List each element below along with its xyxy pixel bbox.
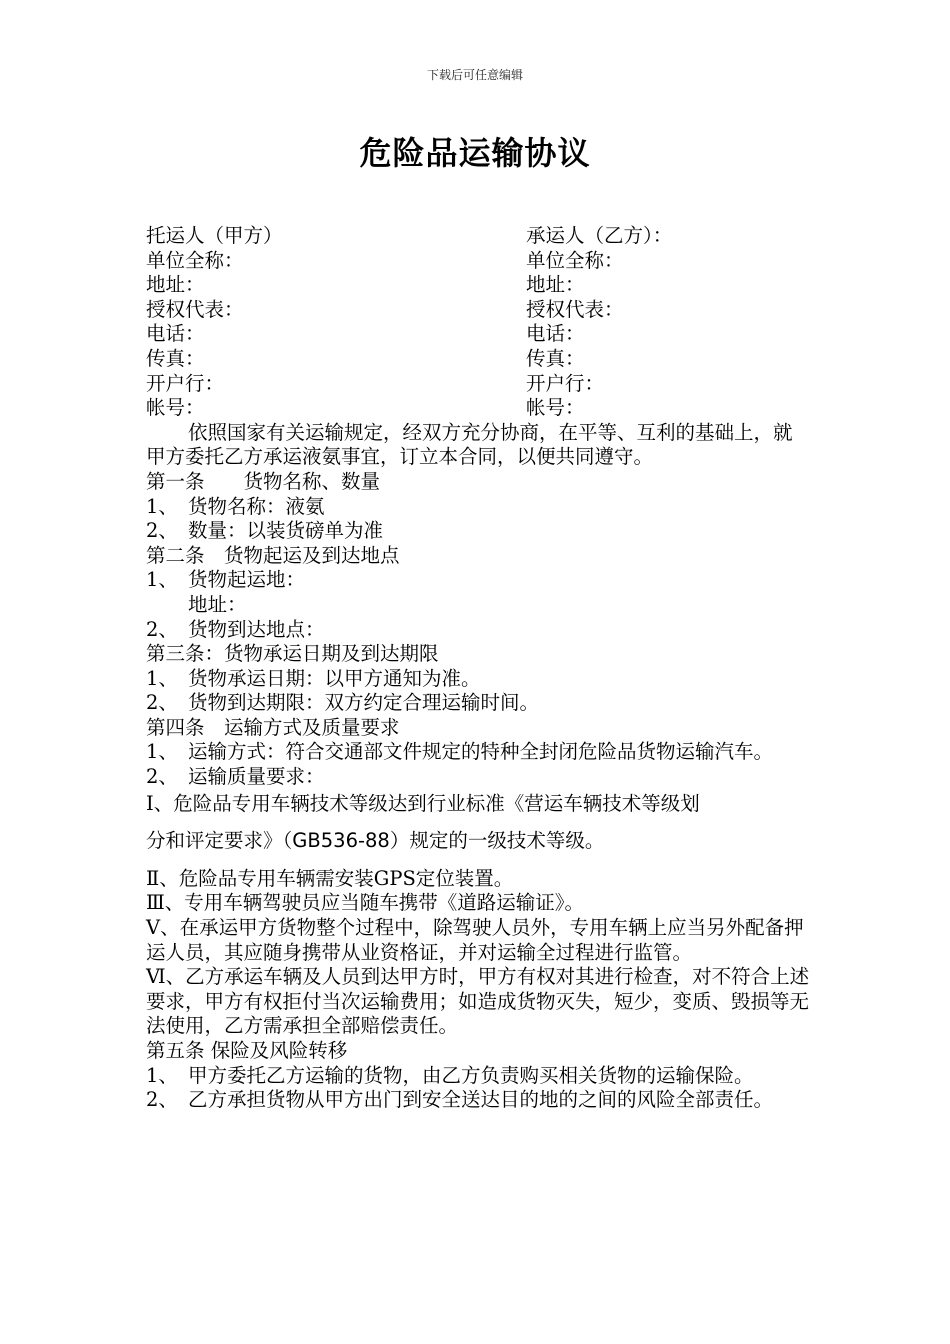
carrier-address-field: 地址： [526,273,585,297]
requirement-1-line-2 [146,829,810,854]
party-row [146,347,810,372]
requirement-3: Ⅲ、专用车辆驾驶员应当随车携带《道路运输证》。 [146,891,585,915]
intro-paragraph: 依照国家有关运输规定，经双方充分协商，在平等、互利的基础上，就甲方委托乙方承运液氨事宜，订立本合同，以便共同遵守。 [146,420,793,469]
carrier-account-field: 帐号： [526,396,585,420]
item-text: 货物到达地点： [188,617,325,641]
header-note: 下载后可任意编辑 [426,68,523,82]
article-2-item [146,568,810,593]
article-2-address: 地址： [188,592,247,616]
requirement-4: Ⅴ、在承运甲方货物整个过程中，除驾驶人员外，专用车辆上应当另外配备押运人员，其应随身携带从业资格证，并对运输全过程进行监管。 [146,916,804,964]
item-text: 货物名称：液氨 [188,494,325,518]
article-5-heading: 第五条 保险及风险转移 [146,1039,348,1062]
article-2-item [146,618,810,643]
shipper-account-field: 帐号： [146,396,205,420]
carrier-company-field: 单位全称： [526,248,624,272]
carrier-bank-field: 开户行： [526,371,605,395]
shipper-label: 托运人（甲方） [146,224,283,247]
item-text: 货物承运日期：以甲方通知为准。 [188,666,481,690]
party-row [146,372,810,397]
requirement-1-line-1: Ⅰ、危险品专用车辆技术等级达到行业标准《营运车辆技术等级划 [146,791,700,815]
standard-code: GB536-88 [292,829,390,853]
item-number: 2、 [146,765,178,789]
item-number: 2、 [146,519,178,543]
party-row [146,298,810,323]
article-3-heading: 第三条：货物承运日期及到达期限 [146,642,439,666]
item-text: 运输方式：符合交通部文件规定的特种全封闭危险品货物运输汽车。 [188,740,774,764]
item-text: 运输质量要求： [188,765,325,789]
party-row [146,249,810,274]
item-text: 货物到达期限：双方约定合理运输时间。 [188,691,540,715]
article-3-item [146,667,810,692]
shipper-fax-field: 传真： [146,346,205,370]
shipper-representative-field: 授权代表： [146,297,244,321]
shipper-address-field: 地址： [146,273,205,297]
article-4-item [146,740,810,765]
carrier-label: 承运人（乙方）： [526,224,673,247]
requirement-2: Ⅱ、危险品专用车辆需安装GPS定位装置。 [146,866,514,890]
shipper-company-field: 单位全称： [146,248,244,272]
item-number: 2、 [146,691,178,715]
item-text: 乙方承担货物从甲方出门到安全送达目的地的之间的风险全部责任。 [188,1088,774,1112]
party-row [146,224,810,249]
item-number: 1、 [146,666,178,690]
shipper-phone-field: 电话： [146,322,205,346]
item-number: 1、 [146,740,178,764]
article-1-heading: 第一条 货物名称、数量 [146,469,381,493]
document-body [146,224,810,1113]
article-5-item [146,1064,810,1089]
item-text: 数量：以装货磅单为准 [188,519,384,543]
party-row [146,273,810,298]
article-2-heading: 第二条 货物起运及到达地点 [146,543,400,567]
carrier-representative-field: 授权代表： [526,297,624,321]
document-title: 危险品运输协议 [359,134,591,172]
parties-block [146,224,810,421]
carrier-fax-field: 传真： [526,346,585,370]
shipper-bank-field: 开户行： [146,371,225,395]
article-4-heading: 第四条 运输方式及质量要求 [146,715,400,739]
article-5-item [146,1088,810,1113]
article-1-item [146,519,810,544]
item-number: 1、 [146,494,178,518]
party-row [146,396,810,421]
article-4-item [146,765,810,790]
party-row [146,322,810,347]
article-3-item [146,691,810,716]
carrier-phone-field: 电话： [526,322,585,346]
item-number: 2、 [146,1088,178,1112]
article-1-item [146,495,810,520]
item-number: 1、 [146,1063,178,1087]
requirement-1-text-a: 分和评定要求》（ [146,829,293,853]
requirement-5: Ⅵ、乙方承运车辆及人员到达甲方时，甲方有权对其进行检查，对不符合上述要求，甲方有权拒付当次运输费用；如造成货物灭失，短少，变质、毁损等无法使用，乙方需承担全部赔偿责任。 [146,965,810,1038]
item-text: 货物起运地： [188,568,306,592]
requirement-1-text-b: ）规定的一级技术等级。 [389,829,605,853]
item-number: 1、 [146,568,178,592]
item-text: 甲方委托乙方运输的货物，由乙方负责购买相关货物的运输保险。 [188,1063,754,1087]
item-number: 2、 [146,617,178,641]
